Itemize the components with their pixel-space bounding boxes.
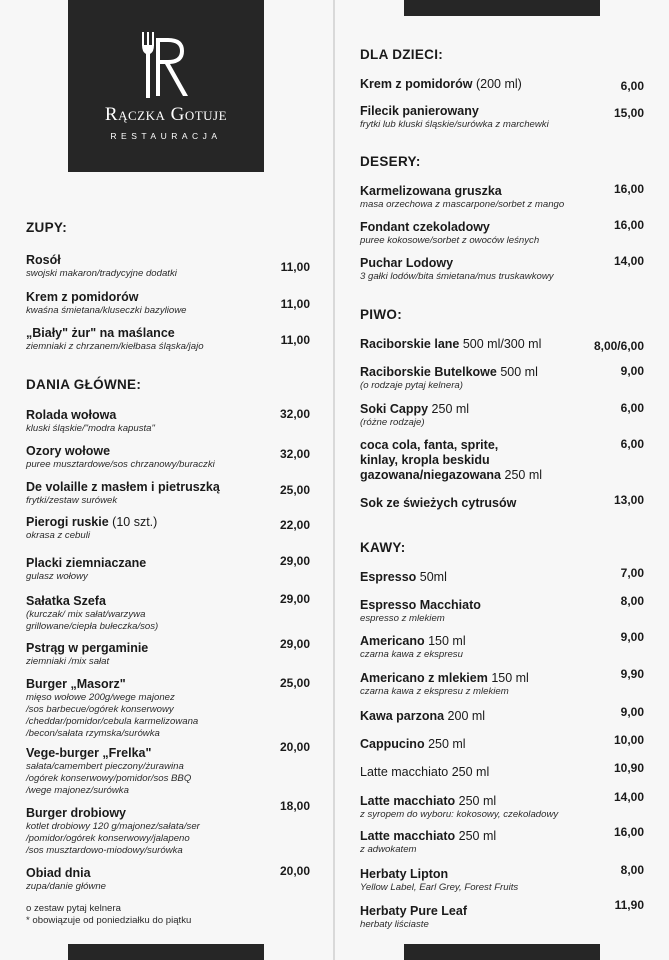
menu-item-price: 9,00 [620, 705, 644, 719]
menu-item-name: Cappucino 250 ml [360, 737, 466, 751]
dania-menu-item [26, 746, 191, 797]
menu-item-description: kluski śląskie/"modra kapusta" [26, 423, 155, 434]
dania-menu-item [26, 480, 220, 507]
menu-item-name: Krem z pomidorów [26, 290, 139, 304]
menu-item-name: Rolada wołowa [26, 408, 117, 422]
menu-item-price: 15,00 [613, 106, 644, 120]
menu-item-volume: 250 ml [455, 829, 497, 843]
kawy-section-title: KAWY: [360, 540, 406, 555]
menu-item-price: 11,00 [280, 260, 310, 274]
menu-item-description: czarna kawa z ekspresu z mlekiem [360, 686, 509, 697]
menu-item-name: Pierogi ruskie (10 szt.) [26, 515, 158, 529]
menu-item-volume: 200 ml [444, 709, 486, 723]
piwo-menu-item [360, 365, 538, 392]
menu-item-name: Herbaty Pure Leaf [360, 904, 467, 918]
dania-menu-item [26, 515, 157, 542]
menu-item-description: z syropem do wyboru: kokosowy, czekoladowy [360, 809, 559, 820]
menu-item-description: swojski makaron/tradycyjne dodatki [26, 268, 177, 279]
menu-item-name: Burger „Masorz" [26, 677, 126, 691]
bottom-decor-bar-right [404, 944, 600, 960]
menu-item-description: Yellow Label, Earl Grey, Forest Fruits [360, 882, 519, 893]
menu-item-name: coca cola, fanta, sprite, kinlay, kropla beskidu gazowana/niegazowana 250 ml [360, 438, 543, 482]
menu-item-description: zupa/danie główne [26, 881, 107, 892]
menu-item-name: Herbaty Lipton [360, 867, 449, 881]
dzieci-section-title: DLA DZIECI: [360, 47, 444, 62]
kawy-menu-item [360, 904, 467, 931]
menu-item-description: puree musztardowe/sos chrzanowy/buraczki [26, 459, 215, 470]
menu-item-name: Obiad dnia [26, 866, 91, 880]
menu-item-name: De volaille z masłem i pietruszką [26, 480, 220, 494]
menu-item-name: Pstrąg w pergaminie [26, 641, 149, 655]
menu-item-name: Filecik panierowany [360, 104, 479, 118]
menu-item-price: 29,00 [279, 592, 310, 606]
menu-item-description: 3 gałki lodów/bita śmietana/mus truskawkowy [360, 271, 554, 282]
menu-item-name: Raciborskie Butelkowe 500 ml [360, 365, 538, 379]
menu-item-name: Sok ze świeżych cytrusów [360, 496, 517, 510]
dania-menu-item [26, 641, 148, 668]
kawy-menu-item [360, 671, 529, 698]
menu-item-name: Puchar Lodowy [360, 256, 454, 270]
kawy-menu-item [360, 765, 489, 780]
menu-item-name: Espresso 50ml [360, 570, 447, 584]
menu-item-name: Latte macchiato 250 ml [360, 765, 490, 779]
menu-item-price: 29,00 [279, 554, 310, 568]
menu-item-volume: 150 ml [487, 671, 529, 685]
menu-item-price: 9,90 [620, 667, 644, 681]
menu-item-name: Krem z pomidorów (200 ml) [360, 77, 522, 91]
menu-item-price: 11,00 [280, 297, 310, 311]
menu-item-description: (kurczak/ mix sałat/warzywa grillowane/ciepła bułeczka/sos) [26, 609, 159, 632]
dania-menu-item [26, 866, 106, 893]
dania-menu-item [26, 594, 158, 633]
menu-item-volume: 250 ml [455, 794, 497, 808]
menu-item-description: okrasa z cebuli [26, 530, 90, 541]
menu-item-price: 20,00 [279, 864, 310, 878]
menu-item-price: 20,00 [279, 740, 310, 754]
menu-item-price: 8,00 [620, 863, 644, 877]
menu-item-price: 16,00 [613, 182, 644, 196]
menu-item-description: kotlet drobiowy 120 g/majonez/sałata/ser /pomidor/ogórek konserwowy/jalapeno /sos musztardowo-miodowy/surówka [26, 821, 200, 856]
menu-item-price: 9,00 [620, 630, 644, 644]
menu-item-name: Latte macchiato 250 ml [360, 829, 497, 843]
menu-item-description: kwaśna śmietana/kluseczki bazyliowe [26, 305, 187, 316]
menu-item-description: mięso wołowe 200g/wege majonez /sos barbecue/ogórek konserwowy /cheddar/pomidor/cebula karmelizowana /becon/sałata rzymska/surówka [26, 692, 199, 739]
menu-item-name: Ozory wołowe [26, 444, 111, 458]
desery-menu-item [360, 256, 554, 283]
fork-r-logo-icon [140, 32, 192, 98]
menu-item-description: czarna kawa z ekspresu [360, 649, 463, 660]
dania-note: o zestaw pytaj kelnera * obowiązuje od poniedziałku do piątku [26, 903, 192, 926]
menu-item-description: (różne rodzaje) [360, 417, 425, 428]
zupy-menu-item [26, 290, 187, 317]
menu-item-price: 25,00 [279, 483, 310, 497]
menu-item-volume: 250 ml [501, 468, 543, 482]
menu-item-name: Vege-burger „Frelka" [26, 746, 152, 760]
menu-item-name: Americano 150 ml [360, 634, 466, 648]
menu-item-price: 32,00 [279, 407, 310, 421]
restaurant-subtitle: RESTAURACJA [110, 131, 222, 141]
menu-item-price: 16,00 [613, 825, 644, 839]
menu-item-name: Karmelizowana gruszka [360, 184, 502, 198]
kawy-menu-item [360, 737, 466, 752]
menu-item-price: 10,90 [613, 761, 644, 775]
menu-item-price: 29,00 [279, 637, 310, 651]
zupy-menu-item [26, 326, 204, 353]
menu-item-name: Soki Cappy 250 ml [360, 402, 470, 416]
menu-item-volume: 150 ml [424, 634, 466, 648]
menu-item-price: 14,00 [613, 254, 644, 268]
kawy-menu-item [360, 709, 485, 724]
dania-menu-item [26, 408, 155, 435]
menu-item-description: z adwokatem [360, 844, 417, 855]
piwo-menu-item [360, 438, 542, 483]
menu-item-price: 11,00 [280, 333, 310, 347]
kawy-menu-item [360, 598, 481, 625]
dania-menu-item [26, 556, 146, 583]
kawy-menu-item [360, 634, 466, 661]
kawy-menu-item [360, 867, 518, 894]
menu-item-name: Burger drobiowy [26, 806, 127, 820]
menu-item-price: 22,00 [279, 518, 310, 532]
menu-item-volume: 250 ml [424, 737, 466, 751]
menu-item-name: Sałatka Szefa [26, 594, 106, 608]
menu-item-description: sałata/camembert pieczony/żurawina /ogórek konserwowy/pomidor/sos BBQ /wege majonez/surówka [26, 761, 192, 796]
menu-item-name: Americano z mlekiem 150 ml [360, 671, 529, 685]
kawy-menu-item [360, 570, 447, 585]
menu-item-description: puree kokosowe/sorbet z owoców leśnych [360, 235, 540, 246]
desery-menu-item [360, 220, 539, 247]
menu-item-description: ziemniaki /mix sałat [26, 656, 110, 667]
menu-item-description: espresso z mlekiem [360, 613, 445, 624]
menu-item-name: Fondant czekoladowy [360, 220, 490, 234]
menu-item-name: Raciborskie lane 500 ml/300 ml [360, 337, 542, 351]
restaurant-name: Rączka Gotuje [104, 104, 228, 125]
kawy-menu-item [360, 829, 496, 856]
dania-menu-item [26, 444, 215, 471]
menu-item-volume: 500 ml/300 ml [459, 337, 542, 351]
page-fold [333, 0, 335, 960]
restaurant-logo [68, 0, 264, 172]
menu-item-price: 14,00 [613, 790, 644, 804]
piwo-section-title: PIWO: [360, 307, 402, 322]
desery-menu-item [360, 184, 564, 211]
menu-item-description: frytki/zestaw surówek [26, 495, 118, 506]
dania-section-title: DANIA GŁÓWNE: [26, 377, 142, 392]
top-decor-bar [404, 0, 600, 16]
menu-item-volume: 500 ml [496, 365, 538, 379]
dzieci-menu-item [360, 104, 549, 131]
bottom-decor-bar-left [68, 944, 264, 960]
menu-item-price: 10,00 [613, 733, 644, 747]
menu-item-name: Espresso Macchiato [360, 598, 481, 612]
menu-item-volume: (200 ml) [472, 77, 522, 91]
menu-item-price: 18,00 [279, 799, 310, 813]
menu-item-volume: (10 szt.) [108, 515, 158, 529]
menu-item-description: herbaty liściaste [360, 919, 429, 930]
menu-item-description: gulasz wołowy [26, 571, 88, 582]
zupy-menu-item [26, 253, 177, 280]
menu-item-description: (o rodzaje pytaj kelnera) [360, 380, 463, 391]
dania-menu-item [26, 806, 200, 857]
piwo-menu-item [360, 337, 541, 352]
menu-item-description: masa orzechowa z mascarpone/sorbet z mango [360, 199, 565, 210]
menu-item-price: 6,00 [620, 79, 644, 93]
menu-item-price: 32,00 [279, 447, 310, 461]
kawy-menu-item [360, 794, 558, 821]
menu-item-name: Placki ziemniaczane [26, 556, 147, 570]
menu-item-name: „Biały" żur" na maślance [26, 326, 175, 340]
menu-item-volume: 250 ml [428, 402, 470, 416]
menu-item-price: 8,00/6,00 [593, 339, 644, 353]
dzieci-menu-item [360, 77, 522, 92]
menu-item-price: 8,00 [620, 594, 644, 608]
menu-item-description: frytki lub kluski śląskie/surówka z marchewki [360, 119, 549, 130]
menu-item-price: 7,00 [620, 566, 644, 580]
menu-item-price: 6,00 [620, 437, 644, 451]
menu-item-price: 25,00 [279, 676, 310, 690]
menu-item-volume: 50ml [416, 570, 447, 584]
menu-item-price: 13,00 [613, 493, 644, 507]
menu-item-name: Kawa parzona 200 ml [360, 709, 486, 723]
menu-item-name: Latte macchiato 250 ml [360, 794, 497, 808]
piwo-menu-item [360, 402, 469, 429]
menu-item-price: 11,90 [614, 898, 644, 912]
menu-item-price: 6,00 [620, 401, 644, 415]
piwo-menu-item [360, 496, 516, 511]
dania-menu-item [26, 677, 198, 740]
menu-item-name: Rosół [26, 253, 61, 267]
desery-section-title: DESERY: [360, 154, 421, 169]
menu-item-price: 9,00 [620, 364, 644, 378]
zupy-section-title: ZUPY: [26, 220, 67, 235]
menu-item-description: ziemniaki z chrzanem/kiełbasa śląska/jajo [26, 341, 204, 352]
menu-item-price: 16,00 [613, 218, 644, 232]
